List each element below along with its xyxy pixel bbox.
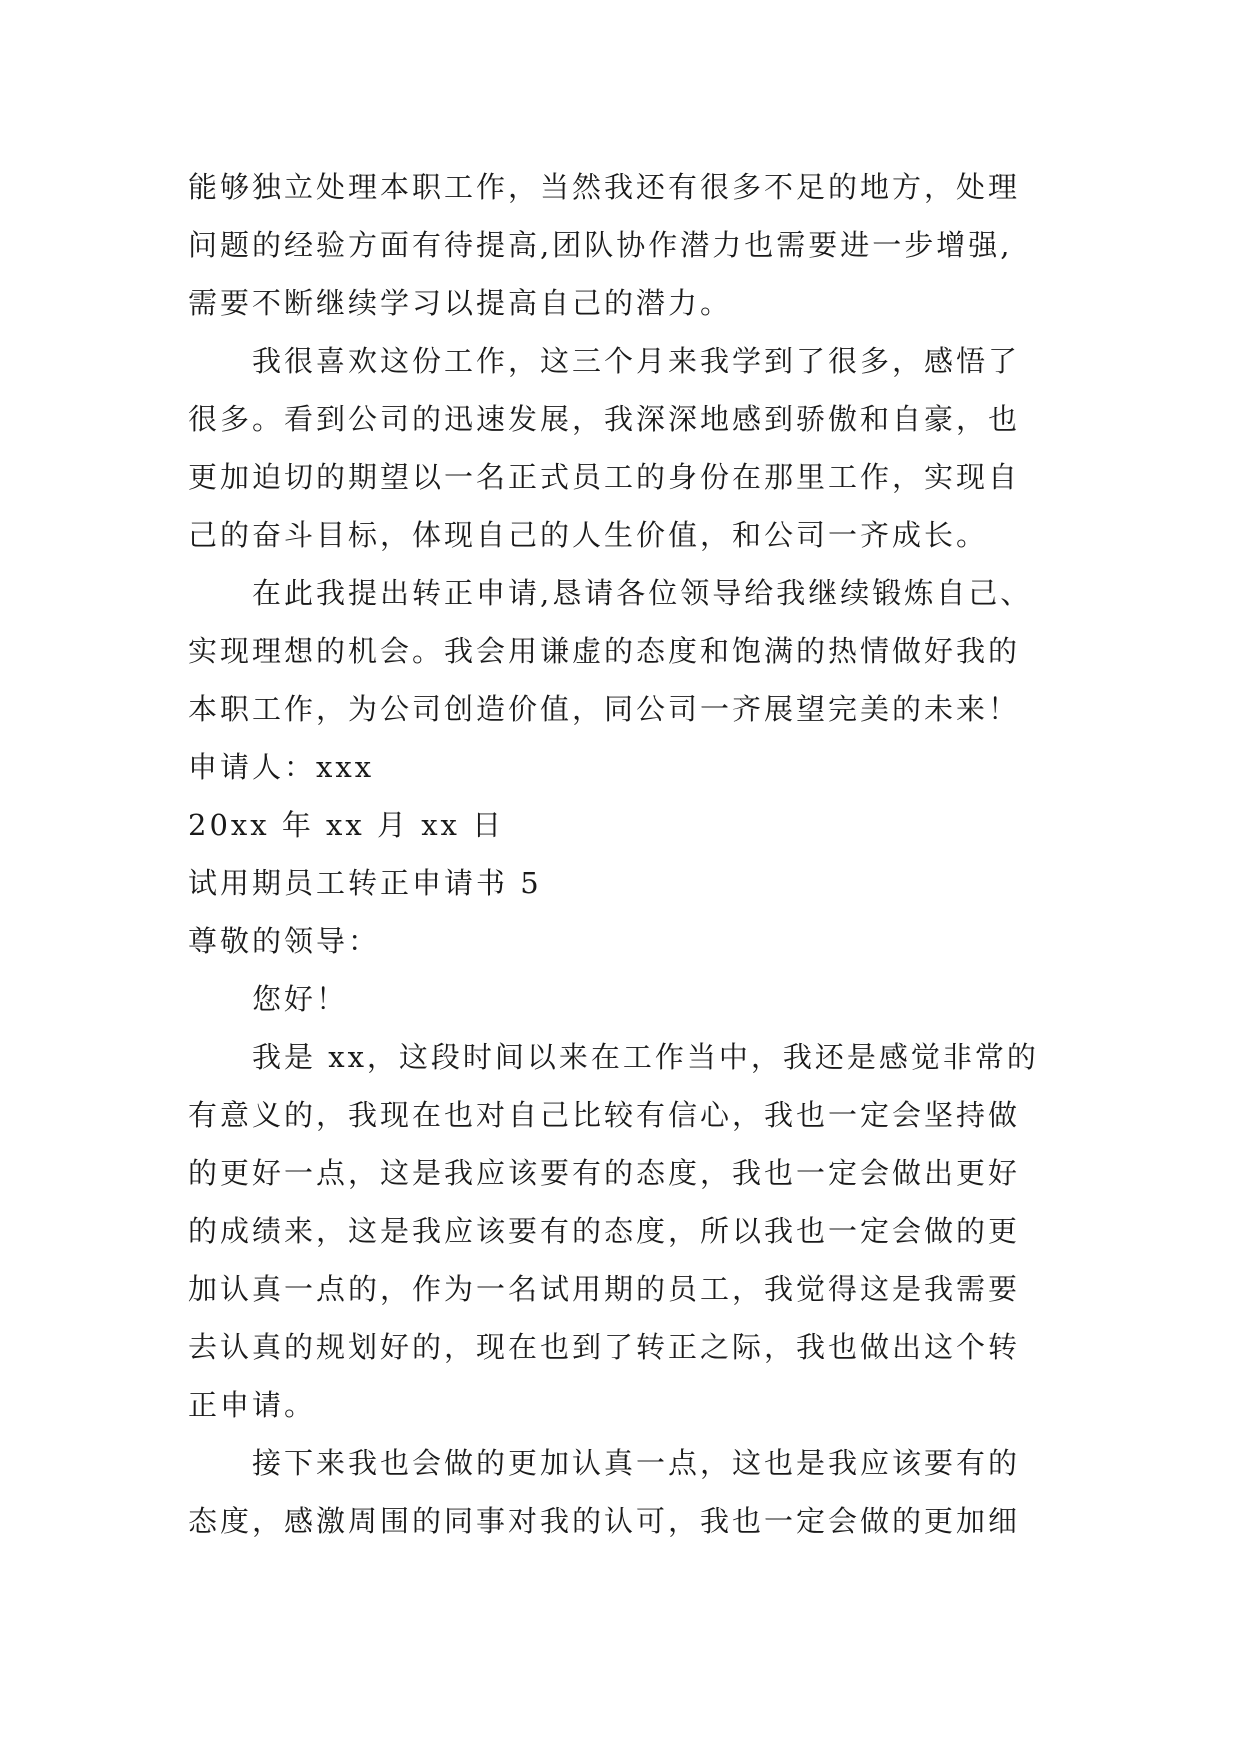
text-line: 态度，感激周围的同事对我的认可，我也一定会做的更加细 xyxy=(188,1504,1021,1538)
text-line: 问题的经验方面有待提高,团队协作潜力也需要进一步增强, xyxy=(188,228,1013,262)
text-line: 能够独立处理本职工作，当然我还有很多不足的地方，处理 xyxy=(188,170,1021,204)
text-line: 很多。看到公司的迅速发展，我深深地感到骄傲和自豪，也 xyxy=(188,402,1021,436)
text-line: 的更好一点，这是我应该要有的态度，我也一定会做出更好 xyxy=(188,1156,1021,1190)
text-line: 正申请。 xyxy=(188,1388,317,1422)
text-line: 加认真一点的，作为一名试用期的员工，我觉得这是我需要 xyxy=(188,1272,1021,1306)
text-line: 己的奋斗目标，体现自己的人生价值，和公司一齐成长。 xyxy=(188,518,989,552)
paragraph-start-line: 我很喜欢这份工作，这三个月来我学到了很多，感悟了 xyxy=(252,344,1021,378)
salutation: 尊敬的领导： xyxy=(188,924,381,958)
text-line: 更加迫切的期望以一名正式员工的身份在那里工作，实现自 xyxy=(188,460,1021,494)
text-line: 有意义的，我现在也对自己比较有信心，我也一定会坚持做 xyxy=(188,1098,1021,1132)
greeting: 您好！ xyxy=(252,982,349,1016)
date-line: 20xx 年 xx 月 xx 日 xyxy=(188,808,505,842)
applicant-line: 申请人：xxx xyxy=(188,750,375,784)
text-line: 本职工作，为公司创造价值，同公司一齐展望完美的未来！ xyxy=(188,692,1021,726)
paragraph-start-line: 我是 xx，这段时间以来在工作当中，我还是感觉非常的 xyxy=(252,1040,1039,1074)
section-title: 试用期员工转正申请书 5 xyxy=(188,866,542,900)
text-line: 去认真的规划好的，现在也到了转正之际，我也做出这个转 xyxy=(188,1330,1021,1364)
paragraph-start-line: 接下来我也会做的更加认真一点，这也是我应该要有的 xyxy=(252,1446,1021,1480)
text-line: 实现理想的机会。我会用谦虚的态度和饱满的热情做好我的 xyxy=(188,634,1021,668)
document-body xyxy=(188,158,1088,1550)
text-line: 需要不断继续学习以提高自己的潜力。 xyxy=(188,286,733,320)
text-line: 的成绩来，这是我应该要有的态度，所以我也一定会做的更 xyxy=(188,1214,1021,1248)
paragraph-start-line: 在此我提出转正申请,恳请各位领导给我继续锻炼自己、 xyxy=(252,576,1033,610)
